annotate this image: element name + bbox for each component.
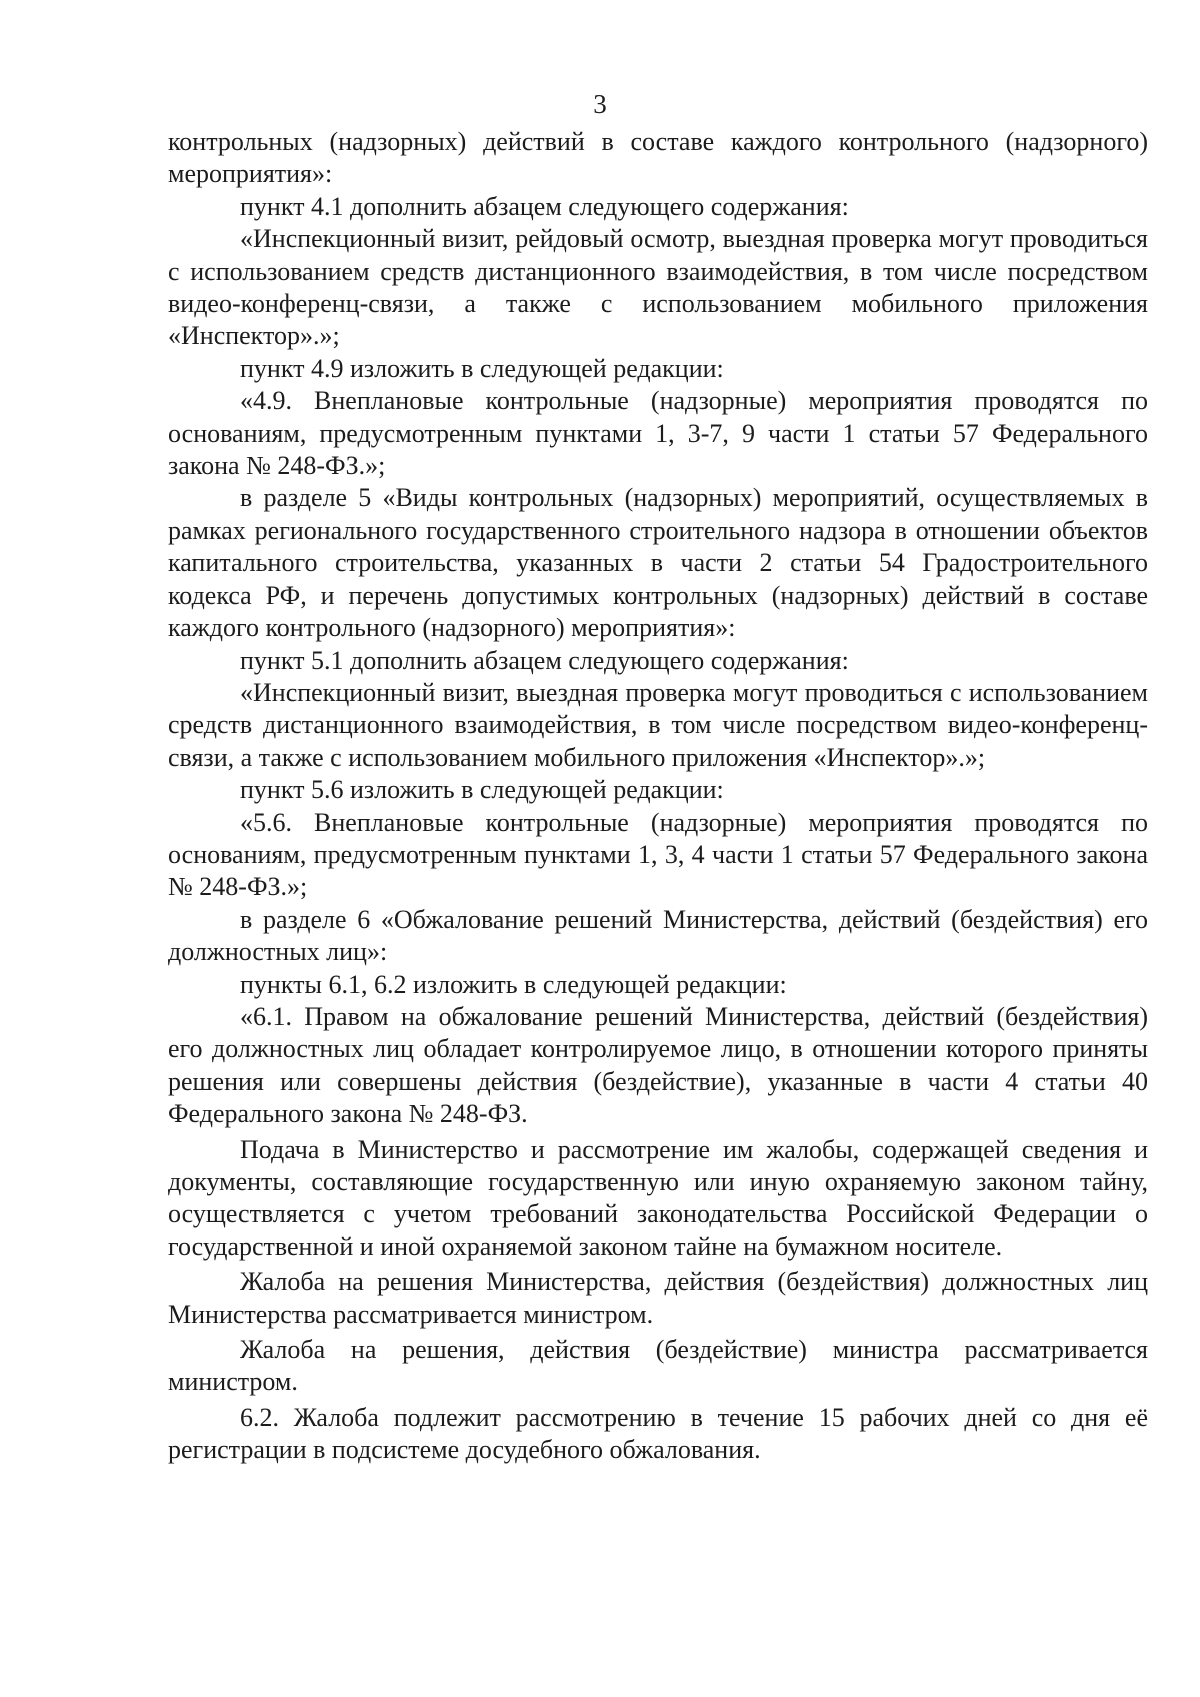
- paragraph-quote-6-2: 6.2. Жалоба подлежит рассмотрению в течение 15 рабочих дней со дня её регистрации в подсистеме досудебного обжалования.: [168, 1402, 1148, 1465]
- page-number: 3: [593, 89, 607, 119]
- paragraph-complaint-minister: Жалоба на решения, действия (бездействие) министра рассматривается министром.: [168, 1335, 1148, 1397]
- paragraph-quote-6-1: «6.1. Правом на обжалование решений Министерства, действий (бездействия) его должностных лиц обладает контролируемое лицо, в отношении которого приняты решения или совершены действия (бездействие), указанные в части 4 статьи 40 Федерального закона № 248-ФЗ.: [168, 1001, 1148, 1129]
- paragraph-items-6-1-6-2: пункты 6.1, 6.2 изложить в следующей редакции:: [240, 969, 787, 999]
- paragraph-continuation: контрольных (надзорных) действий в составе каждого контрольного (надзорного) мероприятия»:: [168, 127, 1148, 189]
- paragraph-section-5: в разделе 5 «Виды контрольных (надзорных) мероприятий, осуществляемых в рамках регионального государственного строительного надзора в отношении объектов капитального строительства, указанных в части 2 статьи 54 Градостроительного кодекса РФ, и перечень допустимых контрольных (надзорных) действий в составе каждого контрольного (надзорного) мероприятия»:: [168, 483, 1148, 643]
- paragraph-quote-5-1: «Инспекционный визит, выездная проверка могут проводиться с использованием средств дистанционного взаимодействия, в том числе посредством видео-конференц-связи, а также с использованием мобильного приложения «Инспектор».»;: [168, 677, 1148, 772]
- paragraph-quote-4-1: «Инспекционный визит, рейдовый осмотр, выездная проверка могут проводиться с использованием средств дистанционного взаимодействия, в том числе посредством видео-конференц-связи, а также с использованием мобильного приложения «Инспектор».»;: [168, 224, 1148, 351]
- paragraph-state-secret: Подача в Министерство и рассмотрение им жалобы, содержащей сведения и документы, составляющие государственную или иную охраняемую законом тайну, осуществляется с учетом требований законодательства Российской Федерации о государственной и иной охраняемой законом тайне на бумажном носителе.: [168, 1134, 1148, 1261]
- paragraph-item-5-6: пункт 5.6 изложить в следующей редакции:: [240, 775, 724, 805]
- paragraph-quote-5-6: «5.6. Внеплановые контрольные (надзорные) мероприятия проводятся по основаниям, предусмотренным пунктами 1, 3, 4 части 1 статьи 57 Федерального закона № 248-ФЗ.»;: [168, 807, 1148, 902]
- paragraph-item-5-1: пункт 5.1 дополнить абзацем следующего содержания:: [240, 645, 849, 675]
- document-body: [168, 126, 1148, 1467]
- paragraph-item-4-9: пункт 4.9 изложить в следующей редакции:: [240, 353, 724, 383]
- paragraph-section-6: в разделе 6 «Обжалование решений Министерства, действий (бездействия) его должностных лиц»:: [168, 904, 1148, 967]
- paragraph-complaint-ministry: Жалоба на решения Министерства, действия (бездействия) должностных лиц Министерства рассматривается министром.: [168, 1267, 1148, 1329]
- paragraph-quote-4-9: «4.9. Внеплановые контрольные (надзорные) мероприятия проводятся по основаниям, предусмотренным пунктами 1, 3-7, 9 части 1 статьи 57 Федерального закона № 248-ФЗ.»;: [168, 386, 1148, 481]
- paragraph-item-4-1: пункт 4.1 дополнить абзацем следующего содержания:: [240, 191, 849, 221]
